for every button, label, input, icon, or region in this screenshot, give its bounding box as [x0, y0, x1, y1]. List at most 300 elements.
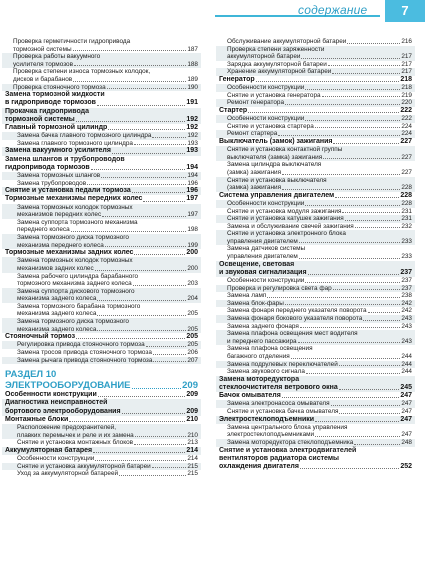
- toc-dot-leader: [122, 413, 186, 414]
- toc-entry-title: Стояночный тормоз: [5, 333, 76, 341]
- toc-entry-title: Освещение, световая: [219, 260, 295, 268]
- toc-entry: [219, 38, 412, 46]
- toc-entry: [219, 130, 412, 138]
- toc-entry-line: [5, 147, 198, 155]
- toc-entry-title: Выключатель (замок) зажигания: [219, 137, 333, 145]
- toc-entry: [219, 161, 412, 176]
- toc-entry: [5, 187, 198, 195]
- toc-entry-title: Генератор: [219, 75, 255, 83]
- toc-page-number: 207: [187, 356, 198, 364]
- toc-entry-title: электростеклоподъемниками: [227, 431, 315, 439]
- toc-entry: [219, 115, 412, 123]
- toc-dot-leader: [363, 320, 400, 321]
- toc-entry: [5, 219, 198, 234]
- toc-entry-title: Проверка работы вакуумного: [13, 53, 101, 61]
- toc-entry-title: Замена тормозных шлангов: [17, 171, 101, 179]
- toc-entry-title: охлаждения двигателя: [219, 462, 299, 470]
- toc-dot-leader: [134, 444, 186, 445]
- toc-entry-title: Замена моторедуктора стеклоподъемника: [227, 438, 354, 446]
- toc-page-number: 242: [401, 307, 412, 315]
- toc-entry: [5, 357, 198, 365]
- toc-page-number: 243: [401, 322, 412, 330]
- toc-entry-line: [219, 392, 412, 400]
- toc-entry-line: [219, 184, 412, 192]
- toc-dot-leader: [315, 421, 399, 422]
- toc-dot-leader: [328, 65, 401, 66]
- toc-entry-title: Бачок омывателя: [219, 392, 281, 400]
- toc-entry-title: Тормозные механизмы передних колес: [5, 195, 143, 203]
- toc-entry: [219, 368, 412, 376]
- toc-entry: [219, 323, 412, 331]
- toc-entry-title: Замена главного тормозного цилиндра: [17, 139, 133, 147]
- toc-dot-leader: [134, 144, 186, 145]
- toc-entry-title: Проверка степени заряженности: [227, 45, 325, 53]
- toc-entry-line: [219, 338, 412, 346]
- toc-entry-title: Замена суппорта тормозного механизма: [17, 218, 138, 226]
- toc-dot-leader: [107, 88, 187, 89]
- toc-entry: [5, 132, 198, 140]
- toc-page-number: 205: [187, 341, 198, 349]
- toc-entry: [219, 138, 412, 146]
- toc-entry-title: Замена трубопроводов: [17, 179, 87, 187]
- toc-dot-leader: [101, 177, 186, 178]
- toc-dot-leader: [98, 396, 186, 397]
- toc-entry-line: [219, 431, 412, 439]
- toc-entry-line: [5, 408, 198, 416]
- toc-entry-line: [5, 61, 198, 69]
- toc-entry-title: Диагностика неисправностей: [5, 399, 108, 407]
- toc-entry-line: [219, 400, 412, 408]
- toc-entry-line: [5, 116, 198, 124]
- toc-page-number: 215: [187, 470, 198, 478]
- toc-entry-title: Замена цилиндра выключателя: [227, 161, 322, 169]
- toc-dot-leader: [69, 421, 185, 422]
- toc-entry: [219, 177, 412, 192]
- toc-entry-title: Проверка стояночного тормоза: [13, 83, 106, 91]
- toc-entry-title: и звуковая сигнализация: [219, 268, 307, 276]
- toc-entry-title: в гидроприводе тормозов: [5, 99, 96, 107]
- toc-dot-leader: [315, 127, 401, 128]
- toc-entry: [5, 439, 198, 447]
- toc-page-number: 231: [401, 215, 412, 223]
- toc-entry-title: Замена плафона освещения: [227, 345, 313, 353]
- toc-page-number: 222: [401, 115, 412, 123]
- toc-entry: [5, 204, 198, 219]
- toc-dot-leader: [339, 389, 400, 390]
- toc-entry-title: Особенности конструкции: [227, 277, 305, 285]
- section-heading: [5, 369, 198, 391]
- toc-entry-line: [5, 124, 198, 132]
- toc-page-number: 187: [187, 45, 198, 53]
- toc-page-number: 247: [401, 431, 412, 439]
- toc-entry-line: [219, 99, 412, 107]
- toc-entry-title: Замена рычага привода стояночного тормоза: [17, 356, 153, 364]
- toc-entry-line: [5, 172, 198, 180]
- toc-entry-title: тормозного механизма заднего колеса: [17, 280, 132, 288]
- toc-dot-leader: [347, 43, 400, 44]
- toc-entry-title: Замена тормозного диска тормозного: [17, 318, 129, 326]
- toc-dot-leader: [354, 444, 400, 445]
- toc-page-number: 214: [187, 455, 198, 463]
- toc-page-number: 193: [187, 139, 198, 147]
- toc-page-number: 237: [401, 284, 412, 292]
- toc-dot-leader: [305, 120, 400, 121]
- toc-page-number: 216: [401, 38, 412, 45]
- toc-dot-leader: [291, 358, 401, 359]
- toc-page-number: 224: [401, 122, 412, 130]
- toc-entry-line: [219, 253, 412, 261]
- toc-entry: [5, 341, 198, 349]
- toc-entry: [219, 315, 412, 323]
- toc-page-number: 205: [186, 333, 198, 341]
- toc-dot-leader: [331, 405, 401, 406]
- section-name: ЭЛЕКТРООБОРУДОВАНИЕ: [5, 380, 131, 392]
- toc-entry: [5, 156, 198, 172]
- toc-page-number: 252: [400, 462, 412, 470]
- page-header: [0, 0, 425, 22]
- toc-entry-title: Замена ламп: [227, 292, 267, 300]
- toc-entry-title: Снятие и установка электродвигателей: [219, 446, 357, 454]
- toc-dot-leader: [152, 137, 186, 138]
- toc-entry-title: механизма заднего колеса: [17, 325, 97, 333]
- toc-entry-line: [5, 99, 198, 107]
- toc-entry-title: Особенности конструкции: [5, 391, 97, 399]
- toc-dot-leader: [285, 304, 400, 305]
- toc-entry: [219, 392, 412, 400]
- toc-dot-leader: [91, 169, 186, 170]
- toc-entry: [5, 53, 198, 68]
- toc-entry-line: [5, 310, 198, 318]
- toc-entry-title: Замена электронасоса омывателя: [227, 400, 330, 408]
- toc-entry-title: плавких перемычек и реле и их замена: [17, 431, 134, 439]
- toc-entry-title: Снятие и установка бачка омывателя: [227, 407, 339, 415]
- toc-entry-line: [219, 115, 412, 123]
- toc-entry: [219, 300, 412, 308]
- toc-page-number: 244: [401, 353, 412, 360]
- toc-entry-title: механизма заднего колеса: [17, 295, 97, 303]
- toc-page-number: 228: [400, 191, 412, 199]
- toc-entry-title: Снятие и установка электронного блока: [227, 230, 346, 238]
- toc-page-number: 233: [401, 253, 412, 261]
- section-title-line: [5, 380, 198, 391]
- toc-entry: [219, 408, 412, 416]
- toc-dot-leader: [132, 388, 182, 389]
- toc-entry-title: Снятие и установка аккумуляторной батареи: [17, 462, 151, 470]
- toc-entry-title: Замена вакуумного усилителя: [5, 147, 111, 155]
- toc-page-number: 227: [400, 137, 412, 145]
- toc-page-number: 196: [186, 187, 198, 195]
- toc-page-number: 227: [401, 168, 412, 176]
- toc-page-number: 227: [401, 153, 412, 161]
- toc-entry-line: [219, 92, 412, 100]
- toc-page-number: 220: [401, 99, 412, 107]
- toc-dot-leader: [306, 373, 400, 374]
- toc-page-number: 191: [186, 99, 198, 107]
- toc-dot-leader: [322, 96, 401, 97]
- toc-entry-title: Замена блок-фары: [227, 299, 284, 307]
- toc-page-number: 192: [186, 123, 198, 131]
- toc-entry-line: [219, 84, 412, 92]
- toc-page-number: 210: [186, 415, 198, 423]
- toc-entry-title: механизмов передних колес: [17, 211, 102, 219]
- toc-dot-leader: [76, 338, 185, 339]
- toc-entry-line: [219, 154, 412, 162]
- toc-entry-line: [219, 277, 412, 285]
- toc-entry: [219, 192, 412, 200]
- toc-entry-line: [219, 323, 412, 331]
- toc-entry-line: [219, 307, 412, 315]
- toc-entry: [219, 439, 412, 447]
- toc-page-number: 245: [400, 383, 412, 391]
- toc-entry: [219, 230, 412, 245]
- toc-entry-line: [5, 164, 198, 172]
- toc-entry: [219, 215, 412, 223]
- toc-entry: [5, 91, 198, 107]
- toc-entry: [5, 147, 198, 155]
- toc-entry-title: Электростеклоподъемники: [219, 415, 315, 423]
- toc-entry-title: Особенности конструкции: [227, 199, 305, 207]
- toc-dot-leader: [153, 354, 186, 355]
- toc-dot-leader: [333, 289, 401, 290]
- toc-page-number: 209: [186, 407, 198, 415]
- toc-dot-leader: [102, 216, 186, 217]
- toc-entry-title: переднего колеса: [17, 226, 70, 234]
- toc-entry-title: Замена фонаря бокового указателя поворота: [227, 315, 363, 323]
- toc-dot-leader: [76, 121, 186, 122]
- toc-dot-leader: [95, 270, 187, 271]
- toc-page-number: 190: [187, 83, 198, 91]
- toc-entry-title: Особенности конструкции: [227, 84, 305, 92]
- toc-entry-title: Уход за аккумуляторной батареей: [17, 470, 119, 478]
- toc-entry-title: Аккумуляторная батарея: [5, 446, 93, 454]
- toc-dot-leader: [282, 397, 399, 398]
- toc-dot-leader: [73, 81, 186, 82]
- toc-entry-title: Снятие и установка катушек зажигания: [227, 215, 344, 223]
- toc-entry-line: [219, 416, 412, 424]
- toc-dot-leader: [305, 205, 400, 206]
- section-number: РАЗДЕЛ 10: [5, 369, 57, 381]
- toc-entry-title: Замена рабочего цилиндра барабанного: [17, 272, 139, 280]
- toc-entry-title: механизмов задних колес: [17, 264, 94, 272]
- toc-page-number: 222: [400, 106, 412, 114]
- toc-entry: [219, 99, 412, 107]
- toc-entry-line: [219, 107, 412, 115]
- toc-page-number: 233: [401, 237, 412, 245]
- toc-dot-leader: [152, 467, 187, 468]
- toc-entry: [5, 124, 198, 132]
- toc-entry-line: [5, 280, 198, 288]
- toc-entry-line: [219, 269, 412, 277]
- toc-entry-title: стеклоочистителя ветрового окна: [219, 383, 338, 391]
- toc-entry-title: Регулировка привода стояночного тормоза: [17, 341, 145, 349]
- toc-entry-line: [219, 68, 412, 76]
- toc-entry-line: [219, 353, 412, 361]
- toc-page-number: 205: [187, 310, 198, 318]
- toc-entry-line: [5, 242, 198, 250]
- toc-entry: [5, 273, 198, 288]
- toc-entry: [5, 249, 198, 257]
- toc-entry: [5, 424, 198, 439]
- toc-entry: [219, 376, 412, 392]
- toc-entry-title: усилителя тормозов: [13, 60, 73, 68]
- toc-entry-title: Система управления двигателем: [219, 191, 335, 199]
- toc-entry-title: аккумуляторной батареи: [227, 53, 301, 61]
- toc-entry-line: [5, 455, 198, 463]
- toc-entry-title: Замена бачка главного тормозного цилиндра: [17, 132, 152, 140]
- toc-page-number: 192: [187, 132, 198, 140]
- toc-entry-line: [219, 200, 412, 208]
- toc-entry: [219, 245, 412, 260]
- toc-dot-leader: [308, 274, 400, 275]
- toc-entry: [5, 455, 198, 463]
- toc-entry: [5, 234, 198, 249]
- toc-entry-title: Замена звукового сигнала: [227, 368, 305, 376]
- toc-entry: [5, 470, 198, 478]
- toc-page-number: 205: [187, 325, 198, 333]
- toc-dot-leader: [97, 315, 186, 316]
- toc-entry-title: (замка) зажигания: [227, 184, 282, 192]
- toc-entry-line: [219, 408, 412, 416]
- toc-entry-title: Замена датчиков системы: [227, 245, 306, 253]
- toc-entry-title: механизма заднего колеса: [17, 310, 97, 318]
- toc-entry: [219, 277, 412, 285]
- toc-entry: [5, 108, 198, 124]
- toc-dot-leader: [119, 475, 186, 476]
- toc-entry: [219, 146, 412, 161]
- toc-dot-leader: [97, 300, 186, 301]
- toc-page-number: 200: [187, 264, 198, 272]
- toc-entry: [219, 200, 412, 208]
- toc-page-number: 213: [187, 439, 198, 447]
- toc-entry: [5, 180, 198, 188]
- header-title: содержание: [298, 3, 368, 17]
- toc-entry-title: Замена плафона освещения мест водителя: [227, 330, 358, 338]
- toc-entry-line: [5, 349, 198, 357]
- toc-entry: [5, 416, 198, 424]
- toc-entry-line: [219, 439, 412, 447]
- toc-dot-leader: [301, 58, 400, 59]
- toc-page-number: 192: [186, 115, 198, 123]
- toc-dot-leader: [112, 153, 185, 154]
- toc-dot-leader: [134, 254, 185, 255]
- toc-page-number: 243: [401, 337, 412, 345]
- toc-entry-title: Замена тросов привода стояночного тормоза: [17, 349, 152, 357]
- toc-entry-line: [219, 123, 412, 131]
- toc-entry-title: Проверка герметичности гидропривода: [13, 38, 131, 45]
- toc-entry-line: [219, 38, 412, 46]
- toc-entry-title: Снятие и установка генератора: [227, 91, 321, 99]
- toc-entry-line: [5, 211, 198, 219]
- toc-dot-leader: [300, 327, 400, 328]
- toc-entry-line: [219, 208, 412, 216]
- toc-entry: [219, 84, 412, 92]
- toc-entry-line: [5, 140, 198, 148]
- toc-entry-line: [219, 169, 412, 177]
- toc-entry-title: Снятие и установка контактной группы: [227, 146, 343, 154]
- toc-entry-title: Замена тормозного барабана тормозного: [17, 302, 141, 310]
- toc-entry-title: Снятие и установка педали тормоза: [5, 187, 131, 195]
- toc-dot-leader: [332, 73, 400, 74]
- toc-entry-title: Особенности конструкции: [227, 115, 305, 123]
- toc-entry: [219, 361, 412, 369]
- toc-dot-leader: [345, 220, 401, 221]
- toc-dot-leader: [133, 285, 187, 286]
- toc-entry-line: [5, 249, 198, 257]
- toc-entry-title: Замена моторедуктора: [219, 375, 300, 383]
- toc-entry: [219, 123, 412, 131]
- toc-entry-title: бортового электрооборудования: [5, 407, 121, 415]
- toc-dot-leader: [97, 330, 186, 331]
- toc-page-number: 193: [186, 147, 198, 155]
- toc-page-number: 232: [401, 222, 412, 230]
- toc-page-number: 247: [401, 407, 412, 415]
- toc-entry-title: Главный тормозной цилиндр: [5, 123, 108, 131]
- toc-entry-line: [5, 187, 198, 195]
- toc-page-number: 248: [401, 438, 412, 446]
- toc-entry-line: [5, 265, 198, 273]
- toc-entry-line: [5, 76, 198, 84]
- toc-dot-leader: [105, 246, 186, 247]
- toc-dot-leader: [339, 365, 401, 366]
- toc-page-number: 228: [401, 184, 412, 192]
- toc-entry: [219, 307, 412, 315]
- toc-entry-title: Тормозные механизмы задних колес: [5, 249, 134, 257]
- toc-page-number: 196: [187, 179, 198, 187]
- toc-entry: [219, 285, 412, 293]
- toc-entry-title: Снятие и установка монтажных блоков: [17, 439, 134, 447]
- toc-entry-line: [219, 138, 412, 146]
- toc-page-number: 247: [400, 392, 412, 400]
- toc-entry: [5, 399, 198, 415]
- toc-entry-title: Прокачка гидропривода: [5, 107, 89, 115]
- toc-entry: [219, 92, 412, 100]
- toc-entry: [5, 140, 198, 148]
- toc-entry-title: тормозной системы: [5, 115, 75, 123]
- toc-entry-title: дисков и барабанов: [13, 75, 73, 83]
- toc-entry: [5, 68, 198, 83]
- toc-entry: [5, 349, 198, 357]
- toc-dot-leader: [368, 312, 401, 313]
- toc-dot-leader: [342, 212, 400, 213]
- toc-entry: [219, 416, 412, 424]
- toc-entry-line: [5, 439, 198, 447]
- toc-entry: [219, 345, 412, 360]
- toc-page-number: 217: [401, 68, 412, 76]
- toc-entry: [219, 400, 412, 408]
- toc-page-number: 200: [186, 249, 198, 257]
- toc-entry-title: Замена тормозных колодок тормозных: [17, 257, 133, 265]
- toc-dot-leader: [95, 460, 186, 461]
- toc-page-number: 217: [401, 53, 412, 61]
- toc-entry-title: Замена шлангов и трубопроводов: [5, 155, 125, 163]
- page-number: 7: [385, 0, 425, 22]
- toc-dot-leader: [299, 258, 401, 259]
- toc-entry: [219, 261, 412, 277]
- toc-entry-title: Замена тормозного диска тормозного: [17, 233, 129, 241]
- toc-entry-title: управления двигателем: [227, 253, 298, 261]
- toc-entry: [5, 318, 198, 333]
- toc-dot-leader: [71, 231, 187, 232]
- toc-entry: [5, 38, 198, 53]
- toc-entry-title: Снятие и установка модуля зажигания: [227, 207, 342, 215]
- toc-page-number: 204: [187, 295, 198, 303]
- toc-entry: [5, 257, 198, 272]
- toc-page-number: 247: [400, 415, 412, 423]
- toc-entry: [219, 107, 412, 115]
- toc-dot-leader: [333, 143, 399, 144]
- toc-dot-leader: [298, 342, 401, 343]
- toc-entry-title: Монтажные блоки: [5, 415, 69, 423]
